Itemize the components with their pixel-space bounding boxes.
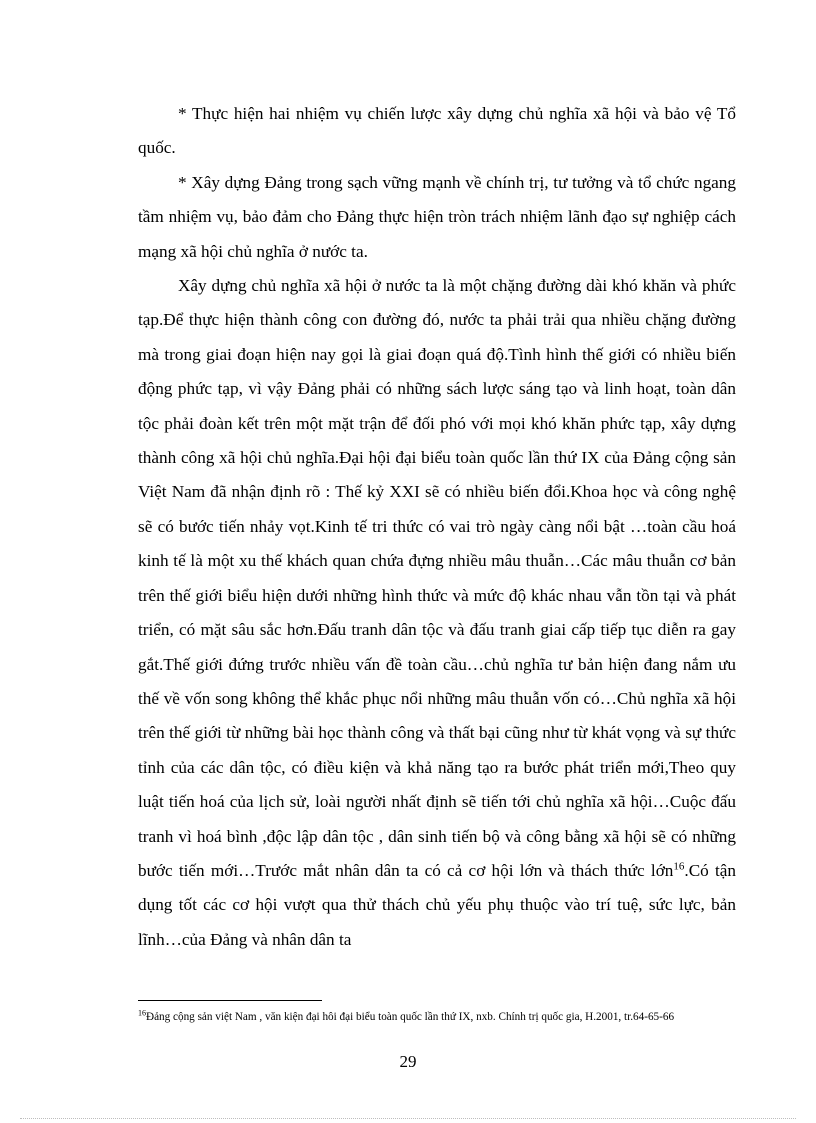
paragraph-party-building: * Xây dựng Đảng trong sạch vững mạnh về chính trị, tư tưởng và tổ chức ngang tầm nhiệm vụ, bảo đảm cho Đảng thực hiện tròn trách nhiệm lãnh đạo sự nghiệp cách mạng xã hội chủ nghĩa ở nước ta. xyxy=(138,172,736,261)
paragraph-building-socialism xyxy=(138,269,736,957)
footnote-divider xyxy=(138,1000,322,1001)
page-number: 29 xyxy=(399,1052,417,1071)
footnote xyxy=(138,1009,738,1026)
paragraph-strategic-tasks: * Thực hiện hai nhiệm vụ chiến lược xây dựng chủ nghĩa xã hội và bảo vệ Tổ quốc. xyxy=(138,104,736,158)
body-text xyxy=(138,97,736,957)
page-bottom-border xyxy=(20,1118,796,1119)
footnote-text: Đảng cộng sản việt Nam , văn kiện đại hôi đại biểu toàn quốc lần thứ IX, nxb. Chính trị quốc gia, H.2001, tr.64-65-66 xyxy=(146,1011,675,1023)
main-paragraph-text: Xây dựng chủ nghĩa xã hội ở nước ta là một chặng đường dài khó khăn và phức tạp.Để thực hiện thành công con đường đó, nước ta phải trải qua nhiều chặng đường mà trong giai đoạn hiện nay gọi là giai đoạn quá độ.Tình hình thế giới có nhiều biến động phức tạp, vì vậy Đảng phải có những sách lược sáng tạo và linh hoạt, toàn dân tộc phải đoàn kết trên một mặt trận để đối phó với mọi khó khăn phức tạp, xây dựng thành công xã hội chủ nghĩa.Đại hội đại biểu toàn quốc lần thứ IX của Đảng cộng sản Việt Nam đã nhận định rõ : Thế kỷ XXI sẽ có nhiều biến đổi.Khoa học và công nghệ sẽ có bước tiến nhảy vọt.Kinh tế tri thức có vai trò ngày càng nổi bật …toàn cầu hoá kinh tế là một xu thế khách quan chứa đựng nhiều mâu thuẫn…Các mâu thuẫn cơ bản trên thế giới biểu hiện dưới những hình thức và mức độ khác nhau vẫn tồn tại và phát triển, có mặt sâu sắc hơn.Đấu tranh dân tộc và đấu tranh giai cấp tiếp tục diễn ra gay gắt.Thế giới đứng trước nhiều vấn đề toàn cầu…chủ nghĩa tư bản hiện đang nắm ưu thế về vốn song không thể khắc phục nổi những mâu thuẫn vốn có…Chủ nghĩa xã hội trên thế giới từ những bài học thành công và thất bại cũng như từ khát vọng và sự thức tỉnh của các dân tộc, có điều kiện và khả năng tạo ra bước phát triển mới,Theo quy luật tiến hoá của lịch sử, loài người nhất định sẽ tiến tới chủ nghĩa xã hội…Cuộc đấu tranh vì hoá bình ,độc lập dân tộc , dân sinh tiến bộ và công bằng xã hội sẽ có những bước tiến mới…Trước mắt nhân dân ta có cả cơ hội lớn và thách thức lớn xyxy=(138,276,736,880)
footnote-reference[interactable]: 16 xyxy=(673,860,685,873)
footnote-number: 16 xyxy=(138,1008,146,1018)
main-paragraph-text-continued: .Có tận dụng tốt các cơ hội vượt qua thử thách chủ yếu phụ thuộc vào trí tuệ, sức lực, bản lĩnh…của Đảng và nhân dân ta xyxy=(138,860,736,949)
